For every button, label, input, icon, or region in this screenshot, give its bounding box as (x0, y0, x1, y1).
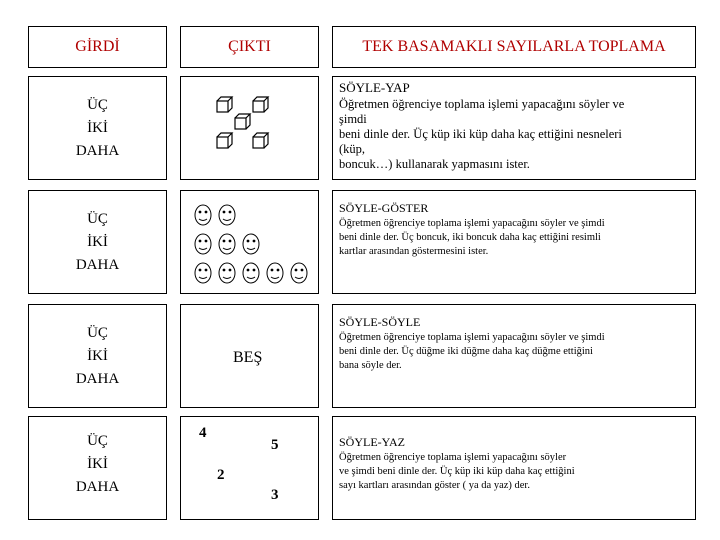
row3-input-line2: İKİ (87, 348, 108, 364)
cube-5 (253, 133, 268, 148)
row4-desc-line3: sayı kartları arasından göster ( ya da yaz) der. (339, 480, 530, 491)
row4-input-line3: DAHA (75, 479, 120, 495)
row4-input-cell (28, 416, 167, 520)
bead-face-4 (219, 234, 235, 254)
row3-description-cell (332, 304, 696, 408)
cube-3 (235, 114, 250, 129)
row1-desc-line1: Öğretmen öğrenciye toplama işlemi yapacağını söyler ve (339, 97, 625, 111)
row2-input-line3: DAHA (75, 257, 120, 273)
bead-face-8 (243, 263, 259, 283)
cube-4 (217, 133, 232, 148)
row2-input-cell (28, 190, 167, 294)
row3-output-answer: BEŞ (233, 349, 263, 366)
cubes-drawing (181, 77, 320, 181)
row3-desc-line2: beni dinle der. Üç düğme iki düğme daha kaç düğme ettiğini (339, 346, 593, 357)
bead-face-1 (195, 205, 211, 225)
bead-face-3 (195, 234, 211, 254)
bead-face-10 (291, 263, 307, 283)
row3-input-line3: DAHA (75, 371, 120, 387)
row1-output-cell (180, 76, 319, 180)
number-card-3: 3 (271, 487, 279, 503)
row2-desc-line2: beni dinle der. Üç boncuk, iki boncuk daha kaç ettiğini resimli (339, 232, 601, 243)
row3-input-cell (28, 304, 167, 408)
cube-1 (217, 97, 232, 112)
row1-desc-line3: beni dinle der. Üç küp iki küp daha kaç ettiğini nesneleri (339, 127, 622, 141)
number-card-5: 5 (271, 437, 279, 453)
row4-description-cell (332, 416, 696, 520)
header-input-cell (28, 26, 167, 68)
row3-input-line1: ÜÇ (87, 325, 108, 341)
row1-desc-line2: şimdi (339, 112, 367, 126)
row1-input-line3: DAHA (75, 143, 120, 159)
row1-input-line2: İKİ (87, 120, 108, 136)
row4-description-title: SÖYLE-YAZ (339, 435, 405, 449)
row2-input-line2: İKİ (87, 234, 108, 250)
row4-desc-line1: Öğretmen öğrenciye toplama işlemi yapacağını söyler (339, 452, 567, 463)
row3-desc-line1: Öğretmen öğrenciye toplama işlemi yapacağını söyler ve şimdi (339, 332, 605, 343)
row4-input-line1: ÜÇ (87, 433, 108, 449)
header-input-label: GİRDİ (75, 38, 120, 55)
number-card-2: 2 (217, 467, 225, 483)
row1-desc-line5: boncuk…) kullanarak yapmasını ister. (339, 157, 530, 171)
bead-face-9 (267, 263, 283, 283)
row1-description-title: SÖYLE-YAP (339, 80, 410, 95)
row3-desc-line3: bana söyle der. (339, 360, 402, 371)
bead-face-2 (219, 205, 235, 225)
row1-desc-line4: (küp, (339, 142, 366, 156)
row2-desc-line3: kartlar arasından göstermesini ister. (339, 246, 489, 257)
bead-face-5 (243, 234, 259, 254)
row4-input-line2: İKİ (87, 456, 108, 472)
row1-description-cell (332, 76, 696, 180)
row3-description-title: SÖYLE-SÖYLE (339, 315, 421, 329)
row2-output-cell (180, 190, 319, 294)
row2-input-line1: ÜÇ (87, 211, 108, 227)
row3-output-cell (180, 304, 319, 408)
header-output-label: ÇIKTI (228, 38, 271, 55)
beads-drawing (181, 191, 320, 295)
header-title-cell (332, 26, 696, 68)
bead-face-7 (219, 263, 235, 283)
header-title-label: TEK BASAMAKLI SAYILARLA TOPLAMA (362, 38, 666, 55)
row1-input-cell (28, 76, 167, 180)
number-card-4: 4 (199, 425, 207, 441)
row4-desc-line2: ve şimdi beni dinle der. Üç küp iki küp daha kaç ettiğini (339, 466, 575, 477)
cube-2 (253, 97, 268, 112)
bead-face-6 (195, 263, 211, 283)
row4-output-cell (180, 416, 319, 520)
row2-description-title: SÖYLE-GÖSTER (339, 201, 429, 215)
header-output-cell (180, 26, 319, 68)
row2-description-cell (332, 190, 696, 294)
row1-input-line1: ÜÇ (87, 97, 108, 113)
row2-desc-line1: Öğretmen öğrenciye toplama işlemi yapacağını söyler ve şimdi (339, 218, 605, 229)
